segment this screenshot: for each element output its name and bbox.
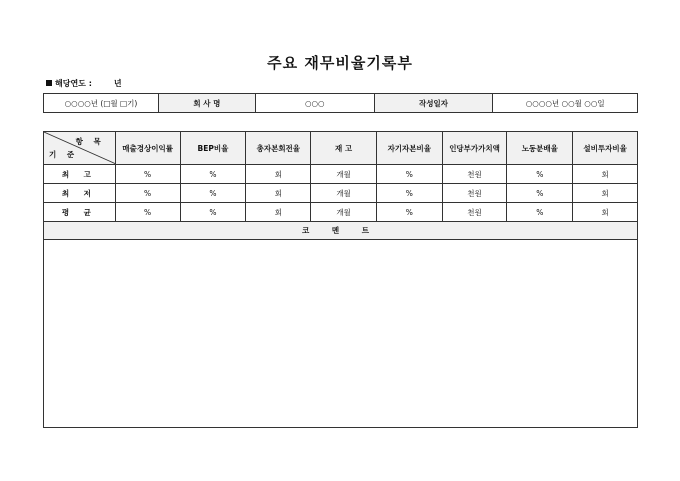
year-line	[46, 78, 122, 89]
corner-cell	[44, 132, 116, 165]
header-row	[44, 132, 638, 165]
table-cell[interactable]: 회	[573, 165, 638, 184]
column-header: 매출경상이익률	[115, 132, 180, 165]
table-cell[interactable]: %	[180, 203, 246, 222]
table-row	[44, 165, 638, 184]
comment-body[interactable]	[44, 240, 638, 428]
row-label: 최 고	[44, 165, 116, 184]
table-cell[interactable]: %	[376, 184, 442, 203]
table-cell[interactable]: 천원	[442, 203, 507, 222]
date-label: 작성일자	[374, 94, 493, 113]
table-cell[interactable]: %	[507, 184, 573, 203]
table-cell[interactable]: 개월	[311, 203, 377, 222]
period-cell: ○○○○년 (□월 □기)	[44, 94, 159, 113]
table-cell[interactable]: 회	[246, 184, 311, 203]
table-cell[interactable]: %	[180, 184, 246, 203]
column-header: 총자본회전율	[246, 132, 311, 165]
column-header: 노동분배율	[507, 132, 573, 165]
corner-bottom-label: 기 준	[49, 150, 79, 159]
table-cell[interactable]: %	[376, 203, 442, 222]
row-label: 평 균	[44, 203, 116, 222]
column-header: 설비투자비율	[573, 132, 638, 165]
table-cell[interactable]: %	[115, 203, 180, 222]
year-unit: 년	[113, 79, 122, 88]
comment-body-row	[44, 240, 638, 428]
table-cell[interactable]: 천원	[442, 165, 507, 184]
table-cell[interactable]: %	[507, 165, 573, 184]
comment-header-row	[44, 222, 638, 240]
column-header: BEP비율	[180, 132, 246, 165]
company-label: 회 사 명	[158, 94, 255, 113]
date-value: ○○○○년 ○○월 ○○일	[493, 94, 638, 113]
table-cell[interactable]: 회	[246, 165, 311, 184]
page-title: 주요 재무비율기록부	[267, 54, 413, 72]
table-cell[interactable]: %	[115, 165, 180, 184]
info-table	[43, 93, 638, 113]
table-cell[interactable]: %	[180, 165, 246, 184]
column-header: 인당부가가치액	[442, 132, 507, 165]
year-label: 해당연도 :	[55, 79, 92, 88]
square-bullet-icon	[46, 80, 52, 86]
corner-top-label: 항 목	[75, 137, 105, 146]
table-cell[interactable]: %	[115, 184, 180, 203]
column-header: 자기자본비율	[376, 132, 442, 165]
row-label: 최 저	[44, 184, 116, 203]
comment-label: 코 멘 트	[44, 222, 638, 240]
table-cell[interactable]: 개월	[311, 165, 377, 184]
column-header: 재 고	[311, 132, 377, 165]
table-row	[44, 184, 638, 203]
table-cell[interactable]: 천원	[442, 184, 507, 203]
ratio-table	[43, 131, 638, 428]
table-cell[interactable]: 개월	[311, 184, 377, 203]
table-cell[interactable]: %	[507, 203, 573, 222]
company-value: ○○○	[255, 94, 374, 113]
table-cell[interactable]: 회	[573, 184, 638, 203]
table-cell[interactable]: 회	[573, 203, 638, 222]
table-row	[44, 203, 638, 222]
table-cell[interactable]: 회	[246, 203, 311, 222]
table-cell[interactable]: %	[376, 165, 442, 184]
